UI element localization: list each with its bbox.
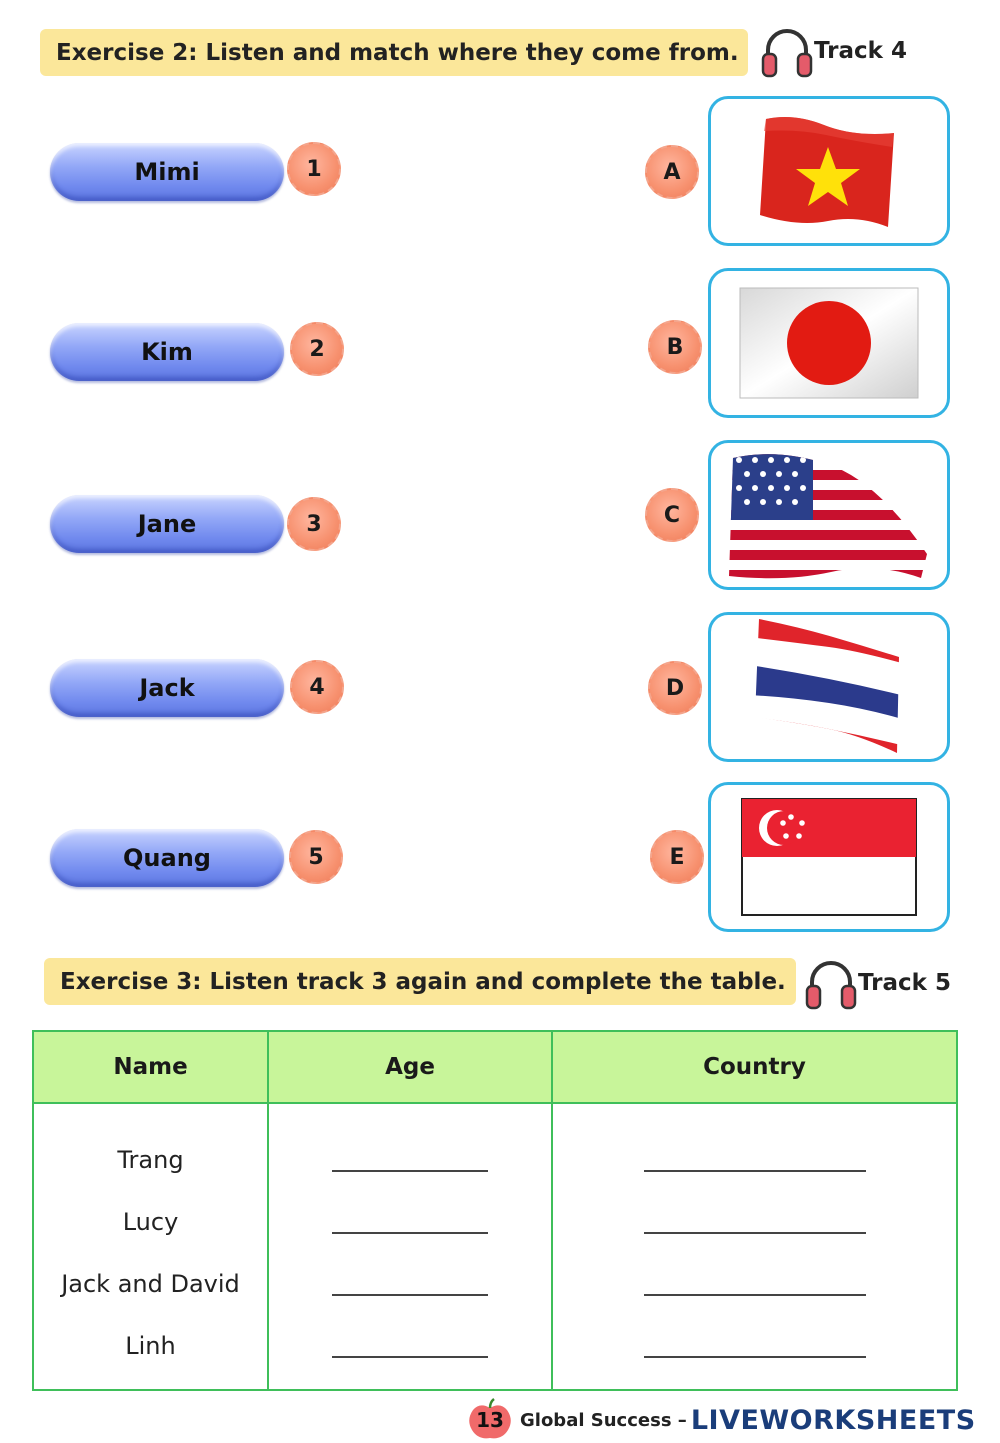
singapore-flag-icon	[741, 798, 917, 916]
track-4[interactable]	[760, 22, 907, 80]
flag-card-e	[708, 782, 950, 932]
header-country: Country	[552, 1031, 957, 1103]
headphones-icon	[804, 954, 858, 1012]
name-pill-kim: Kim	[50, 323, 284, 381]
flag-card-d	[708, 612, 950, 762]
usa-flag-icon	[727, 450, 931, 580]
match-point-e[interactable]: E	[650, 830, 704, 884]
flag-card-a	[708, 96, 950, 246]
match-point-4[interactable]: 4	[290, 660, 344, 714]
match-point-d[interactable]: D	[648, 661, 702, 715]
thailand-flag-icon	[749, 617, 909, 757]
track-5[interactable]	[804, 954, 951, 1012]
age-blank-linh[interactable]	[332, 1326, 488, 1358]
vietnam-flag-icon	[754, 111, 904, 231]
answer-table	[32, 1030, 958, 1391]
age-column	[268, 1103, 552, 1390]
row-name-linh: Linh	[125, 1332, 176, 1360]
match-point-2[interactable]: 2	[290, 322, 344, 376]
page-footer	[466, 1398, 976, 1442]
row-name-trang: Trang	[117, 1146, 184, 1174]
page-number: 13	[476, 1408, 504, 1432]
header-name: Name	[33, 1031, 268, 1103]
name-column	[33, 1103, 268, 1390]
name-pill-quang: Quang	[50, 829, 284, 887]
age-blank-jack-and-david[interactable]	[332, 1264, 488, 1296]
header-age: Age	[268, 1031, 552, 1103]
name-pill-jack: Jack	[50, 659, 284, 717]
country-blank-jack-and-david[interactable]	[644, 1264, 866, 1296]
name-pill-jane: Jane	[50, 495, 284, 553]
series-name: Global Success –	[520, 1409, 687, 1431]
match-point-b[interactable]: B	[648, 320, 702, 374]
flag-card-b	[708, 268, 950, 418]
match-point-c[interactable]: C	[645, 488, 699, 542]
country-blank-linh[interactable]	[644, 1326, 866, 1358]
country-column	[552, 1103, 957, 1390]
row-name-lucy: Lucy	[122, 1208, 179, 1236]
exercise-3-title: Exercise 3: Listen track 3 again and complete the table.	[44, 958, 796, 1005]
track-4-label: Track 4	[814, 38, 907, 64]
match-point-5[interactable]: 5	[289, 830, 343, 884]
age-blank-lucy[interactable]	[332, 1202, 488, 1234]
row-name-jack-and-david: Jack and David	[61, 1270, 240, 1298]
match-point-a[interactable]: A	[645, 145, 699, 199]
headphones-icon	[760, 22, 814, 80]
track-5-label: Track 5	[858, 970, 951, 996]
flag-card-c	[708, 440, 950, 590]
match-point-1[interactable]: 1	[287, 142, 341, 196]
exercise-2-title: Exercise 2: Listen and match where they come from.	[40, 29, 748, 76]
apple-icon	[466, 1398, 514, 1442]
liveworksheets-logo: LIVEWORKSHEETS	[690, 1404, 976, 1436]
age-blank-trang[interactable]	[332, 1140, 488, 1172]
name-pill-mimi: Mimi	[50, 143, 284, 201]
japan-flag-icon	[739, 287, 919, 399]
country-blank-lucy[interactable]	[644, 1202, 866, 1234]
match-point-3[interactable]: 3	[287, 497, 341, 551]
country-blank-trang[interactable]	[644, 1140, 866, 1172]
